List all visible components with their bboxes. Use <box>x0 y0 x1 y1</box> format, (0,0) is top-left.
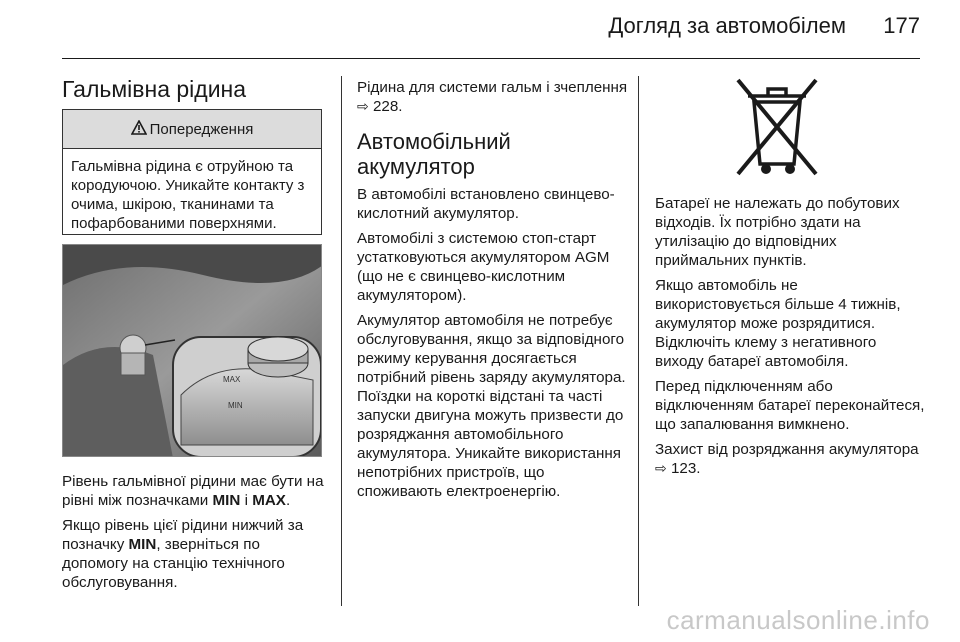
battery-paragraph-2: Автомобілі з системою стоп-старт устатковуються акумулятором AGM (що не є свинцево-кислотним акумулятором). <box>357 230 610 304</box>
warning-box <box>62 109 322 235</box>
battery-paragraph-1: В автомобілі встановлено свинцево-кислотний акумулятор. <box>357 186 615 222</box>
warning-triangle-icon <box>131 120 147 139</box>
header-rule <box>62 58 920 59</box>
page-number: 177 <box>883 13 920 38</box>
photo-max-label: MAX <box>223 375 241 384</box>
discharge-protection-ref: Захист від розряджання акумулятора ⇨ 123. <box>655 441 919 477</box>
ignition-paragraph: Перед підключенням або відключенням батареї переконайтеся, що запалювання вимкнено. <box>655 378 925 433</box>
arrow-ref-icon: ⇨ <box>655 461 667 477</box>
disposal-paragraph: Батареї не належать до побутових відходів. Їх потрібно здати на утилізацію до відповідних приймальних пунктів. <box>655 195 900 269</box>
brake-fluid-low-paragraph: Якщо рівень цієї рідини нижчий за позначку MIN, зверніться по допомогу на станцію технічного обслуговування. <box>62 517 304 591</box>
brake-clutch-fluid-ref: Рідина для системи гальм і зчеплення ⇨ 228. <box>357 79 628 115</box>
crossed-out-bin-icon <box>732 74 822 187</box>
warning-text: Гальмівна рідина є отруйною та кородуючою. Уникайте контакту з очима, шкірою, тканинами та пофарбованими поверхнями. <box>71 158 305 232</box>
warning-title: Попередження <box>149 120 254 138</box>
page-header-title: Догляд за автомобілем <box>608 13 846 38</box>
section-heading-battery: Автомобільний акумулятор <box>357 129 511 179</box>
brake-fluid-level-paragraph: Рівень гальмівної рідини має бути на рівні між позначками MIN і MAX. <box>62 473 324 509</box>
section-heading-brake-fluid: Гальмівна рідина <box>62 76 247 102</box>
photo-min-label: MIN <box>228 401 243 410</box>
column-divider-1 <box>341 76 342 606</box>
brake-fluid-reservoir-photo <box>62 244 322 457</box>
column-divider-2 <box>638 76 639 606</box>
watermark: carmanualsonline.info <box>666 605 930 635</box>
discharge-paragraph: Якщо автомобіль не використовується більше 4 тижнів, акумулятор може розрядитися. Відключіть клему з негативного виходу батареї автомобіля. <box>655 277 901 370</box>
warning-header <box>63 110 321 149</box>
arrow-ref-icon: ⇨ <box>357 99 369 115</box>
battery-paragraph-3: Акумулятор автомобіля не потребує обслуговування, якщо за відповідного режиму керування досягається потрібний рівень заряду акумулятора. Поїздки на короткі відстані та часті запуски двигуна можуть призвести до розряджання автомобільного акумулятора. Уникайте використання непотрібних пристроїв, що споживають електроенергію. <box>357 312 626 500</box>
